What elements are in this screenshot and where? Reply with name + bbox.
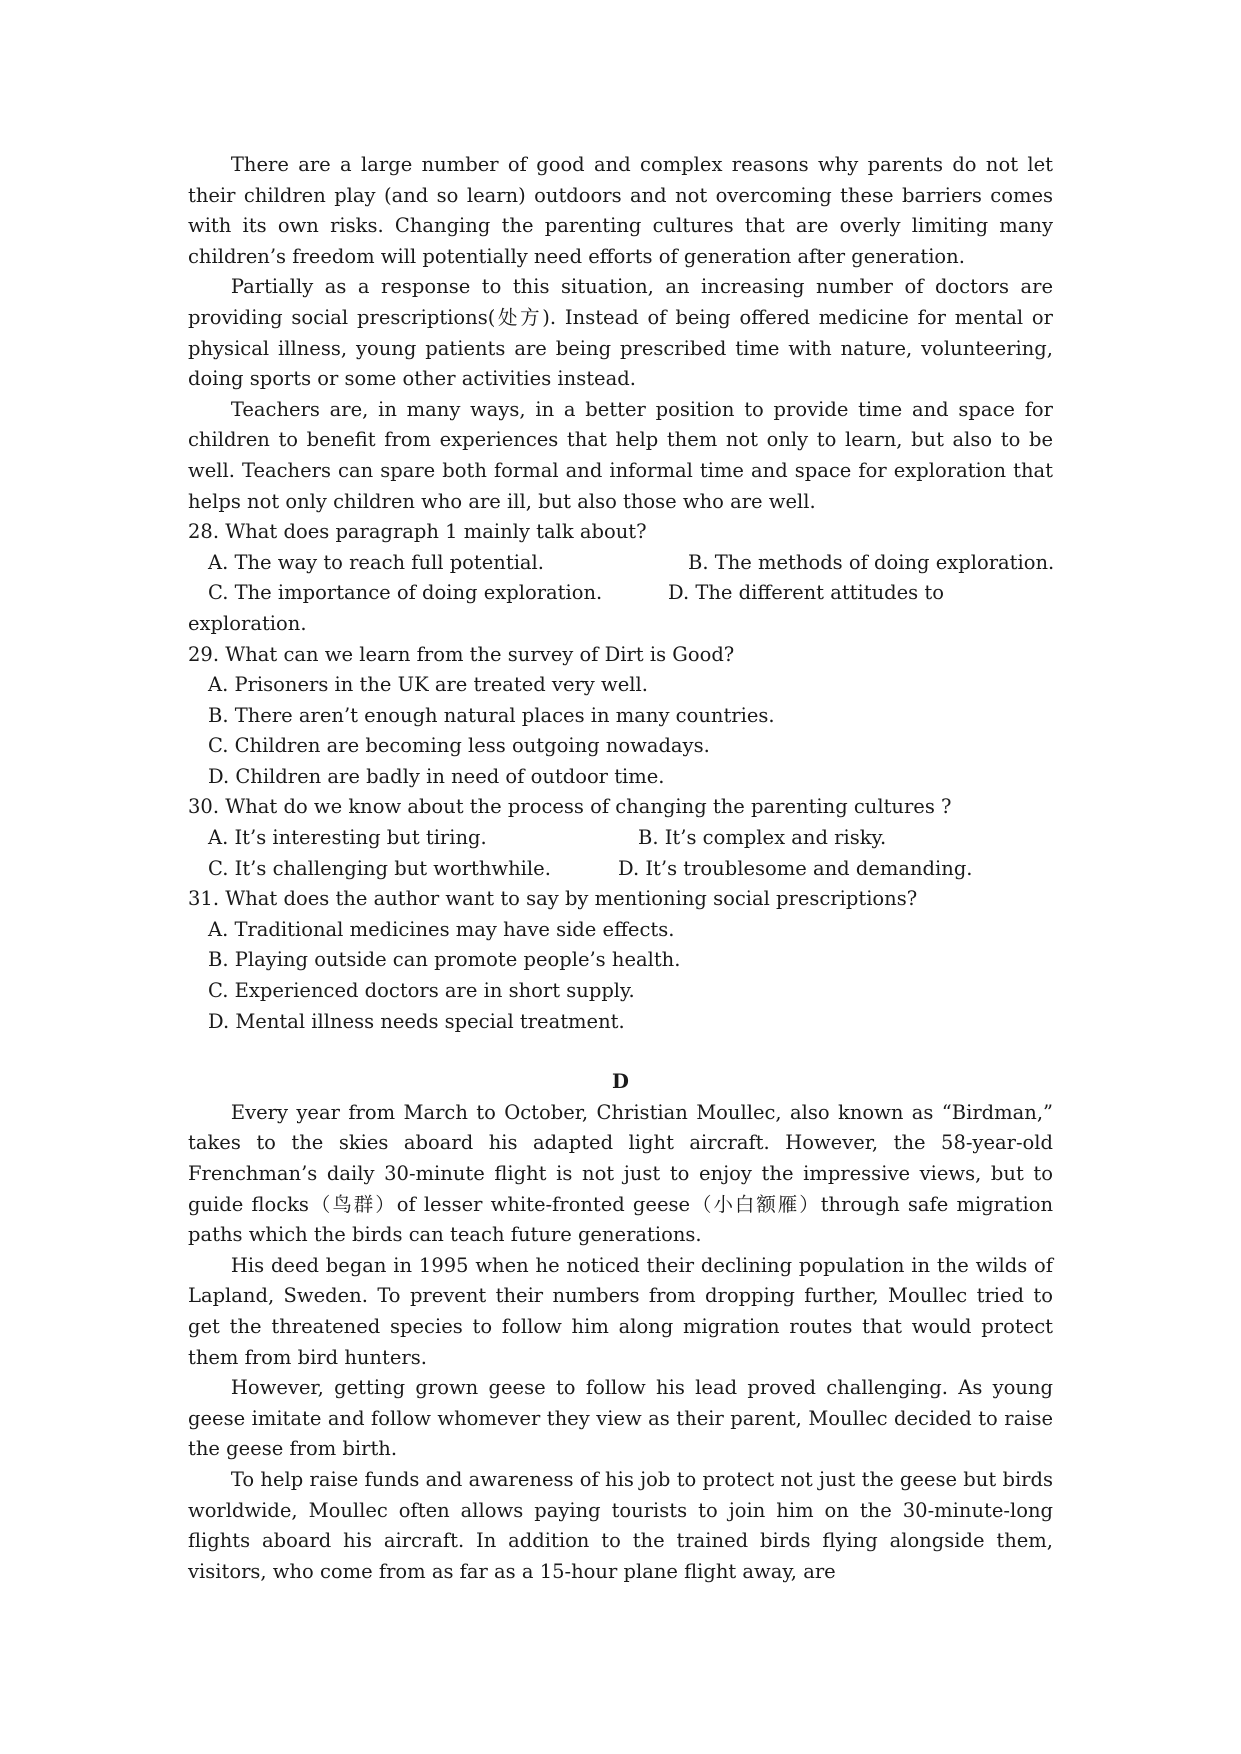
- question-30-option-d: D. It’s troublesome and demanding.: [618, 856, 973, 880]
- question-28-options-row-2: [188, 578, 1053, 609]
- question-29-option-a: A. Prisoners in the UK are treated very well.: [208, 673, 648, 697]
- question-29-option-d: D. Children are badly in need of outdoor time.: [208, 764, 665, 788]
- passage-d-paragraph-1: Every year from March to October, Christian Moullec, also known as “Birdman,” takes to the skies aboard his adapted light aircraft. However, the 58-year-old Frenchman’s daily 30-minute flight is not just to enjoy the impressive views, but to guide flocks（鸟群）of lesser white-fronted geese（小白额雁）through safe migration paths which the birds can teach future generations.: [188, 1100, 1053, 1247]
- passage-d-paragraph-4: To help raise funds and awareness of his job to protect not just the geese but birds worldwide, Moullec often allows paying tourists to join him on the 30-minute-long flights aboard his aircraft. In addition to the trained birds flying alongside them, visitors, who come from as far as a 15-hour plane flight away, are: [188, 1467, 1053, 1583]
- question-29-option-b: B. There aren’t enough natural places in many countries.: [208, 703, 775, 727]
- passage-d-paragraph-3: However, getting grown geese to follow his lead proved challenging. As young geese imitate and follow whomever they view as their parent, Moullec decided to raise the geese from birth.: [188, 1376, 1053, 1461]
- passage-d-title: D: [612, 1070, 629, 1094]
- passage-d-paragraph-2: His deed began in 1995 when he noticed their declining population in the wilds of Lapland, Sweden. To prevent their numbers from dropping further, Moullec tried to get the threatened species to follow him along migration routes that would protect them from bird hunters.: [188, 1253, 1053, 1369]
- question-28-option-d-continued: exploration.: [188, 611, 307, 635]
- question-28-option-d: D. The different attitudes to: [668, 581, 944, 605]
- passage-c-paragraph-3: Teachers are, in many ways, in a better position to provide time and space for children to benefit from experiences that help them not only to learn, but also to be well. Teachers can spare both formal and informal time and space for exploration that helps not only children who are ill, but also those who are well.: [188, 397, 1053, 513]
- question-30-options-row-1: [188, 823, 1053, 854]
- question-28-stem: 28. What does paragraph 1 mainly talk about?: [188, 520, 647, 544]
- question-28-option-c: C. The importance of doing exploration.: [208, 581, 603, 605]
- exam-page: [188, 150, 1053, 1587]
- question-29-option-c: C. Children are becoming less outgoing nowadays.: [208, 734, 710, 758]
- question-31-option-a: A. Traditional medicines may have side effects.: [208, 917, 675, 941]
- question-30-option-b: B. It’s complex and risky.: [638, 826, 887, 850]
- question-28-options-row-1: [188, 548, 1053, 579]
- passage-c-paragraph-1: There are a large number of good and complex reasons why parents do not let their children play (and so learn) outdoors and not overcoming these barriers comes with its own risks. Changing the parenting cultures that are overly limiting many children’s freedom will potentially need efforts of generation after generation.: [188, 153, 1053, 268]
- question-31-option-c: C. Experienced doctors are in short supply.: [208, 979, 635, 1003]
- question-31-stem: 31. What does the author want to say by mentioning social prescriptions?: [188, 887, 918, 911]
- question-29-stem: 29. What can we learn from the survey of Dirt is Good?: [188, 642, 735, 666]
- question-31-option-d: D. Mental illness needs special treatment.: [208, 1009, 625, 1033]
- question-31-option-b: B. Playing outside can promote people’s health.: [208, 948, 681, 972]
- question-30-option-c: C. It’s challenging but worthwhile.: [208, 856, 551, 880]
- question-30-options-row-2: [188, 854, 1053, 885]
- passage-c-paragraph-2: Partially as a response to this situation, an increasing number of doctors are providing social prescriptions(处方). Instead of being offered medicine for mental or physical illness, young patients are being prescribed time with nature, volunteering, doing sports or some other activities instead.: [188, 275, 1053, 391]
- question-30-stem: 30. What do we know about the process of changing the parenting cultures ?: [188, 795, 952, 819]
- question-28-option-a: A. The way to reach full potential.: [208, 550, 544, 574]
- question-28-option-b: B. The methods of doing exploration.: [688, 550, 1055, 574]
- question-30-option-a: A. It’s interesting but tiring.: [208, 826, 487, 850]
